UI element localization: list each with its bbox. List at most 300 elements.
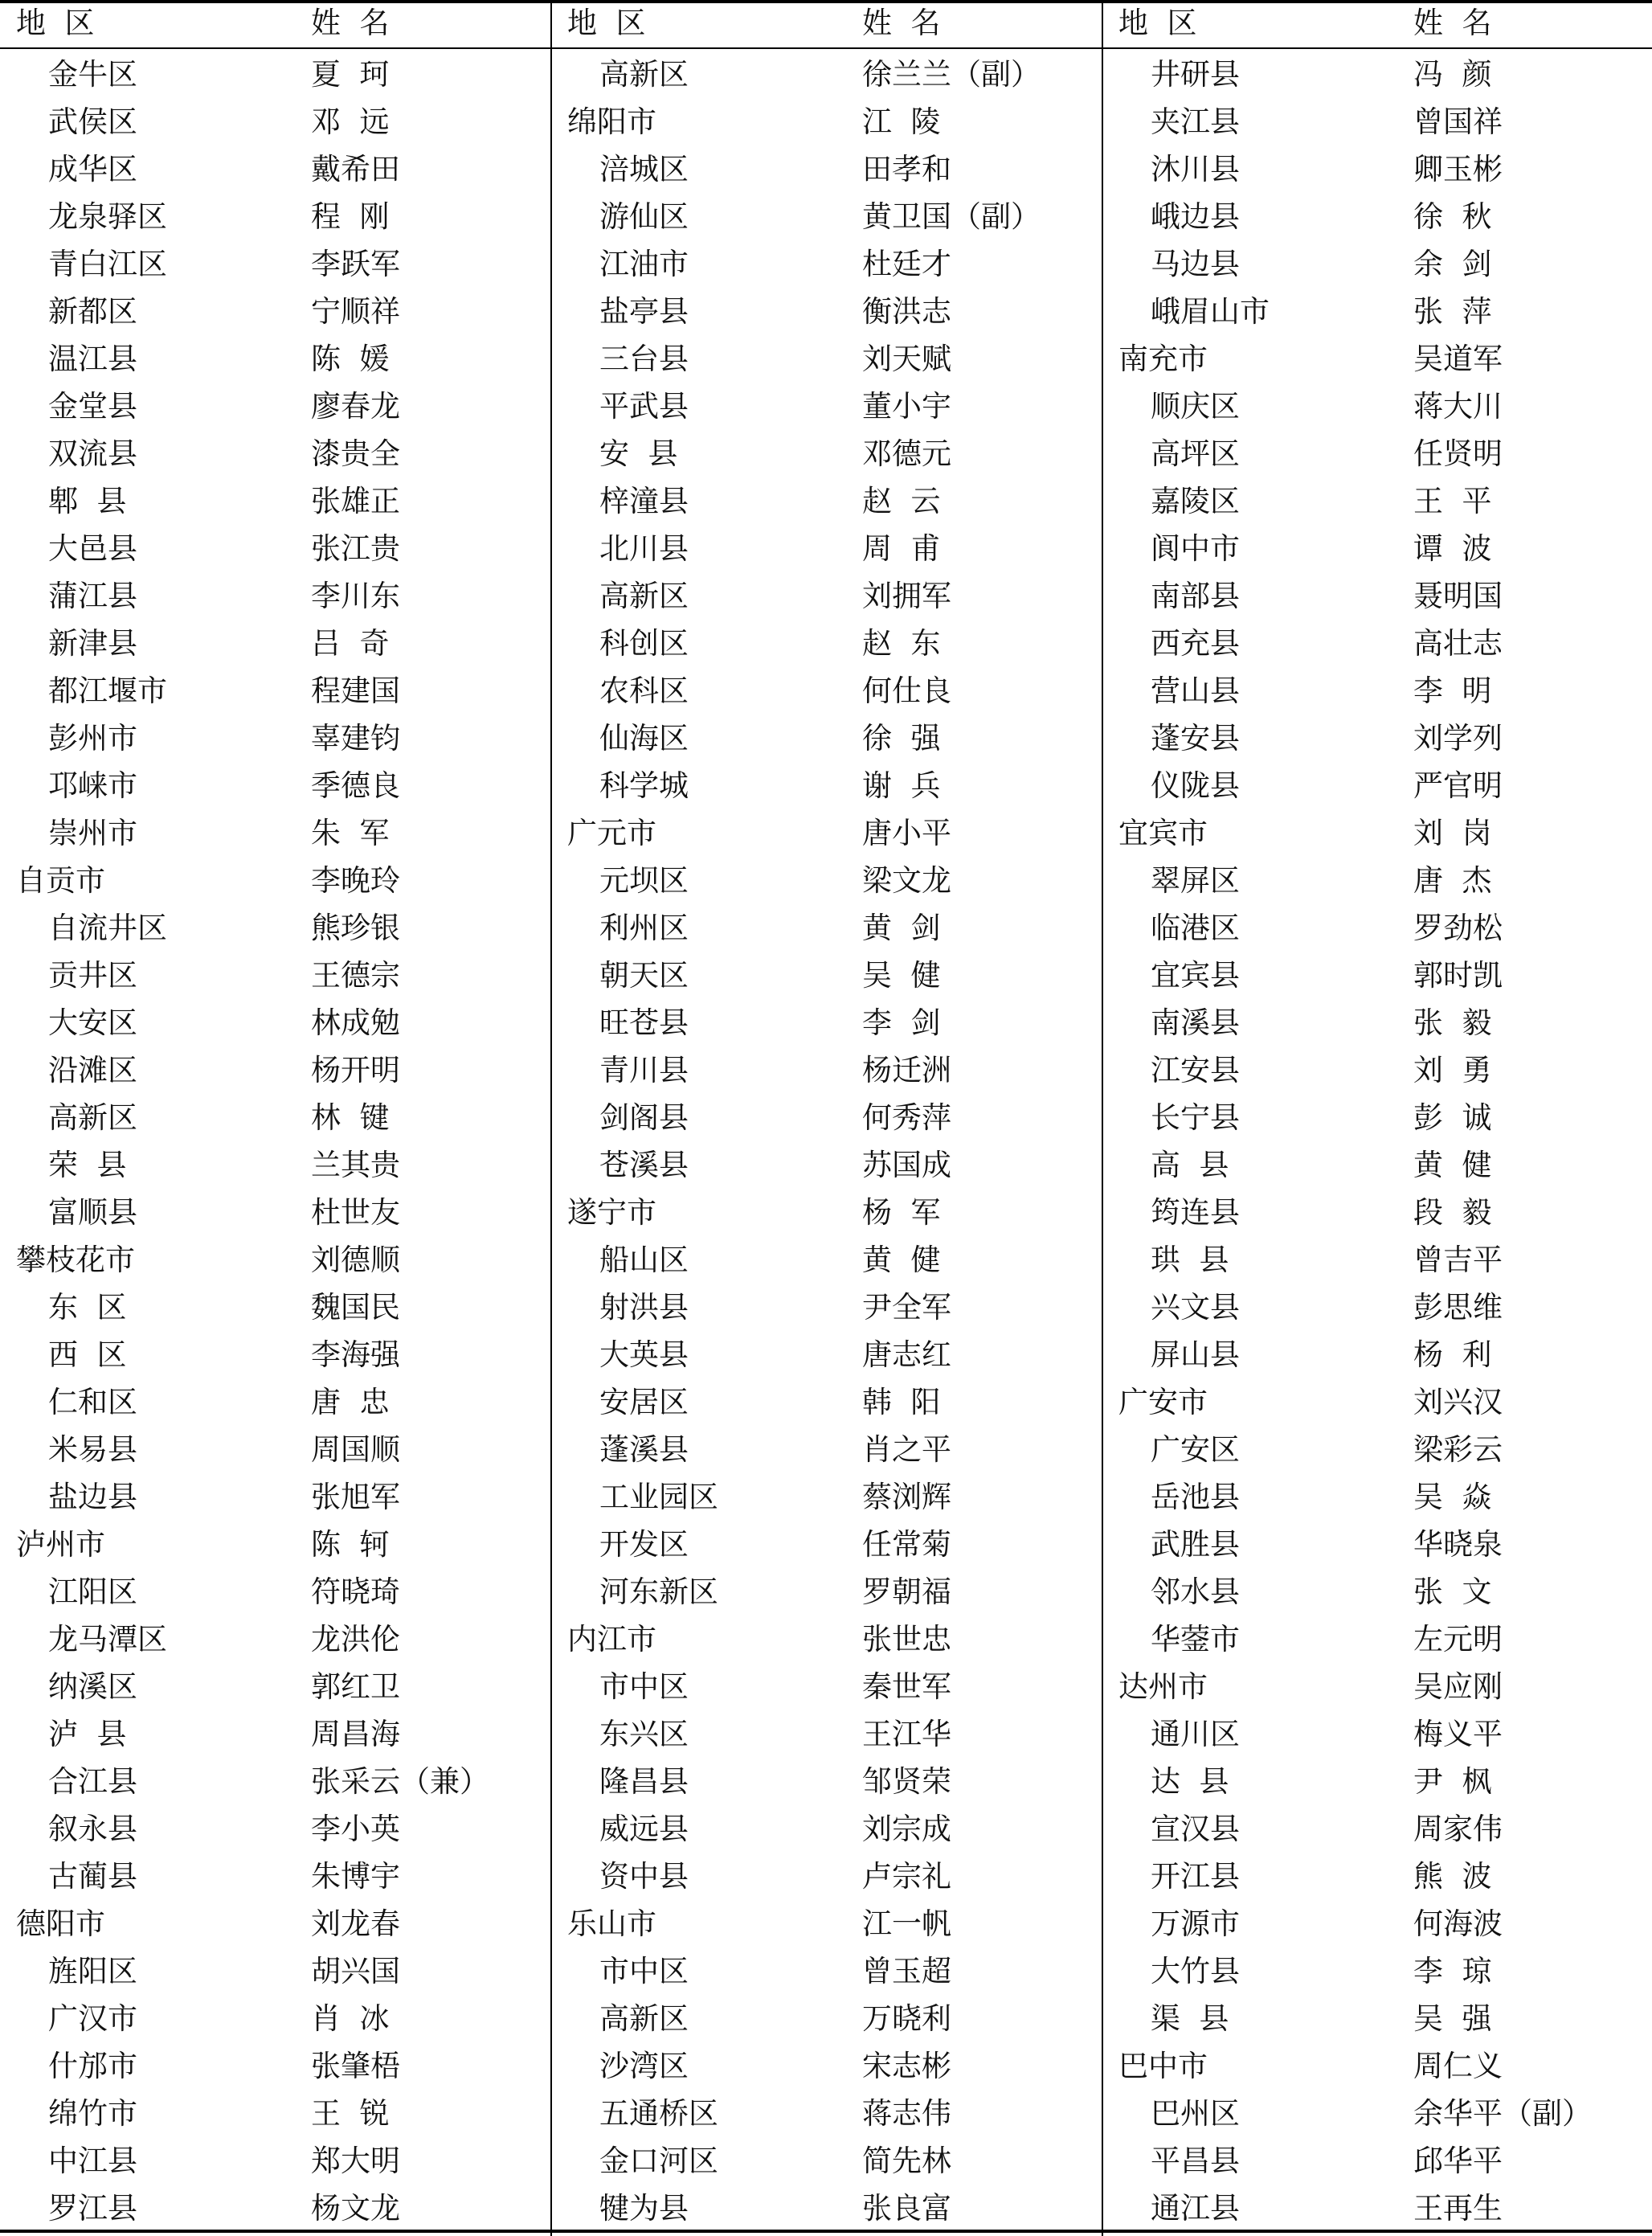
table-row bbox=[1102, 572, 1652, 620]
table-row bbox=[551, 145, 1101, 193]
region-cell: 南溪县 bbox=[1151, 1005, 1240, 1040]
name-cell: 张世忠 bbox=[862, 1622, 951, 1657]
region-cell: 西 区 bbox=[48, 1337, 127, 1372]
name-cell: 周昌海 bbox=[311, 1717, 400, 1751]
name-cell: 赵 云 bbox=[862, 484, 941, 518]
region-cell: 泸州市 bbox=[16, 1527, 105, 1562]
table-row bbox=[1102, 1521, 1652, 1568]
table-row bbox=[1102, 430, 1652, 477]
name-cell: 彭 诚 bbox=[1413, 1100, 1492, 1135]
table-row bbox=[1102, 1853, 1652, 1900]
region-cell: 龙马潭区 bbox=[48, 1622, 167, 1657]
region-cell: 金堂县 bbox=[48, 389, 137, 424]
name-cell: 程 刚 bbox=[311, 199, 390, 234]
region-cell: 船山区 bbox=[599, 1243, 689, 1277]
region-cell: 苍溪县 bbox=[599, 1148, 689, 1182]
region-cell: 蓬溪县 bbox=[599, 1432, 689, 1467]
name-cell: 徐 强 bbox=[862, 721, 941, 756]
table-row bbox=[1102, 667, 1652, 715]
table-column-2 bbox=[551, 0, 1101, 2236]
region-cell: 大邑县 bbox=[48, 531, 137, 566]
region-cell: 大安区 bbox=[48, 1005, 137, 1040]
table-row bbox=[1102, 1284, 1652, 1331]
name-cell: 彭思维 bbox=[1413, 1290, 1503, 1325]
table-row bbox=[0, 809, 550, 857]
table-row bbox=[551, 1710, 1101, 1758]
table-row bbox=[551, 1426, 1101, 1473]
table-row bbox=[0, 1758, 550, 1805]
table-row bbox=[551, 1473, 1101, 1521]
table-row bbox=[1102, 1568, 1652, 1616]
table-row bbox=[0, 477, 550, 525]
region-cell: 开江县 bbox=[1151, 1859, 1240, 1894]
name-cell: 周仁义 bbox=[1413, 2049, 1503, 2083]
name-cell: 杜世友 bbox=[311, 1195, 400, 1230]
name-cell: 杨迁洲 bbox=[862, 1053, 951, 1087]
region-cell: 新津县 bbox=[48, 626, 137, 661]
table-rows bbox=[551, 51, 1101, 2232]
name-cell: 杜廷才 bbox=[862, 247, 951, 281]
table-row bbox=[1102, 857, 1652, 904]
region-cell: 渠 县 bbox=[1151, 2001, 1229, 2036]
table-row bbox=[0, 999, 550, 1046]
name-cell: 梁文龙 bbox=[862, 863, 951, 898]
table-row bbox=[0, 1900, 550, 1947]
region-cell: 河东新区 bbox=[599, 1575, 718, 1609]
table-row bbox=[1102, 525, 1652, 572]
table-row bbox=[551, 1900, 1101, 1947]
region-cell: 通川区 bbox=[1151, 1717, 1240, 1751]
table-row bbox=[1102, 2090, 1652, 2137]
region-cell: 安居区 bbox=[599, 1385, 689, 1419]
header-name: 姓 名 bbox=[862, 6, 941, 40]
table-row bbox=[551, 2042, 1101, 2090]
region-cell: 自流井区 bbox=[48, 911, 167, 945]
region-cell: 广元市 bbox=[567, 816, 656, 850]
name-cell: 周 甫 bbox=[862, 531, 941, 566]
table-row bbox=[0, 715, 550, 762]
name-cell: 罗劲松 bbox=[1413, 911, 1503, 945]
name-cell: 梁彩云 bbox=[1413, 1432, 1503, 1467]
name-cell: 刘天赋 bbox=[862, 342, 951, 376]
name-cell: 廖春龙 bbox=[311, 389, 400, 424]
table-row bbox=[0, 1473, 550, 1521]
table-row bbox=[551, 1189, 1101, 1236]
region-cell: 科学城 bbox=[599, 768, 689, 803]
name-cell: 邹贤荣 bbox=[862, 1764, 951, 1799]
region-cell: 科创区 bbox=[599, 626, 689, 661]
region-cell: 宜宾市 bbox=[1118, 816, 1208, 850]
name-cell: 秦世军 bbox=[862, 1669, 951, 1704]
region-cell: 攀枝花市 bbox=[16, 1243, 135, 1277]
region-cell: 高坪区 bbox=[1151, 436, 1240, 471]
region-cell: 夹江县 bbox=[1151, 104, 1240, 139]
table-row bbox=[1102, 904, 1652, 952]
table-row bbox=[0, 1426, 550, 1473]
name-cell: 胡兴国 bbox=[311, 1954, 400, 1988]
name-cell: 蒋志伟 bbox=[862, 2096, 951, 2131]
table-row bbox=[0, 1189, 550, 1236]
region-cell: 南部县 bbox=[1151, 579, 1240, 613]
name-cell: 张良富 bbox=[862, 2191, 951, 2226]
region-cell: 井研县 bbox=[1151, 57, 1240, 92]
name-cell: 吕 奇 bbox=[311, 626, 390, 661]
region-cell: 旌阳区 bbox=[48, 1954, 137, 1988]
table-row bbox=[1102, 240, 1652, 288]
table-row bbox=[1102, 1947, 1652, 1995]
table-row bbox=[551, 952, 1101, 999]
name-cell: 戴希田 bbox=[311, 152, 400, 186]
name-cell: 张 毅 bbox=[1413, 1005, 1492, 1040]
name-cell: 衡洪志 bbox=[862, 294, 951, 329]
name-cell: 张采云（兼） bbox=[311, 1764, 489, 1799]
table-row bbox=[1102, 762, 1652, 809]
region-cell: 嘉陵区 bbox=[1151, 484, 1240, 518]
name-cell: 谢 兵 bbox=[862, 768, 941, 803]
table-row bbox=[0, 240, 550, 288]
name-cell: 聂明国 bbox=[1413, 579, 1503, 613]
table-row bbox=[0, 762, 550, 809]
region-cell: 兴文县 bbox=[1151, 1290, 1240, 1325]
region-cell: 资中县 bbox=[599, 1859, 689, 1894]
region-cell: 达州市 bbox=[1118, 1669, 1208, 1704]
name-cell: 邱华平 bbox=[1413, 2144, 1503, 2178]
region-cell: 崇州市 bbox=[48, 816, 137, 850]
region-cell: 金牛区 bbox=[48, 57, 137, 92]
region-cell: 旺苍县 bbox=[599, 1005, 689, 1040]
name-cell: 刘龙春 bbox=[311, 1906, 400, 1941]
region-cell: 巴州区 bbox=[1151, 2096, 1240, 2131]
region-cell: 达 县 bbox=[1151, 1764, 1229, 1799]
header-name: 姓 名 bbox=[311, 6, 390, 40]
name-cell: 吴 强 bbox=[1413, 2001, 1492, 2036]
table-row bbox=[551, 240, 1101, 288]
name-cell: 任常菊 bbox=[862, 1527, 951, 1562]
region-cell: 西充县 bbox=[1151, 626, 1240, 661]
region-cell: 巴中市 bbox=[1118, 2049, 1208, 2083]
name-cell: 李海强 bbox=[311, 1337, 400, 1372]
region-cell: 什邡市 bbox=[48, 2049, 137, 2083]
table-row bbox=[1102, 2185, 1652, 2232]
name-cell: 严官明 bbox=[1413, 768, 1503, 803]
region-cell: 沿滩区 bbox=[48, 1053, 137, 1087]
region-cell: 顺庆区 bbox=[1151, 389, 1240, 424]
region-cell: 沐川县 bbox=[1151, 152, 1240, 186]
region-cell: 贡井区 bbox=[48, 958, 137, 993]
region-cell: 朝天区 bbox=[599, 958, 689, 993]
name-cell: 宋志彬 bbox=[862, 2049, 951, 2083]
name-cell: 周家伟 bbox=[1413, 1812, 1503, 1846]
table-row bbox=[1102, 1995, 1652, 2042]
table-row bbox=[1102, 1805, 1652, 1853]
table-row bbox=[1102, 1710, 1652, 1758]
name-cell: 刘拥军 bbox=[862, 579, 951, 613]
region-cell: 成华区 bbox=[48, 152, 137, 186]
region-cell: 新都区 bbox=[48, 294, 137, 329]
table-row bbox=[1102, 477, 1652, 525]
region-cell: 剑阁县 bbox=[599, 1100, 689, 1135]
table-row bbox=[0, 2137, 550, 2185]
table-row bbox=[0, 1853, 550, 1900]
table-row bbox=[551, 999, 1101, 1046]
region-cell: 涪城区 bbox=[599, 152, 689, 186]
region-cell: 邛崃市 bbox=[48, 768, 137, 803]
table-row bbox=[0, 1663, 550, 1710]
name-cell: 李 琼 bbox=[1413, 1954, 1492, 1988]
name-cell: 田孝和 bbox=[862, 152, 951, 186]
table-row bbox=[551, 1094, 1101, 1141]
region-cell: 高 县 bbox=[1151, 1148, 1229, 1182]
name-cell: 朱 军 bbox=[311, 816, 390, 850]
region-cell: 峨眉山市 bbox=[1151, 294, 1270, 329]
region-cell: 古蔺县 bbox=[48, 1859, 137, 1894]
table-row bbox=[551, 193, 1101, 240]
region-cell: 仙海区 bbox=[599, 721, 689, 756]
table-row bbox=[1102, 383, 1652, 430]
region-cell: 蓬安县 bbox=[1151, 721, 1240, 756]
table-row bbox=[1102, 999, 1652, 1046]
table-row bbox=[0, 525, 550, 572]
table-row bbox=[0, 857, 550, 904]
name-cell: 杨文龙 bbox=[311, 2191, 400, 2226]
table-row bbox=[0, 1568, 550, 1616]
header-region: 地 区 bbox=[16, 6, 95, 40]
region-cell: 都江堰市 bbox=[48, 674, 167, 708]
table-row bbox=[551, 1805, 1101, 1853]
region-cell: 绵竹市 bbox=[48, 2096, 137, 2131]
region-cell: 高新区 bbox=[599, 2001, 689, 2036]
table-row bbox=[551, 762, 1101, 809]
name-cell: 周国顺 bbox=[311, 1432, 400, 1467]
name-cell: 唐志红 bbox=[862, 1337, 951, 1372]
name-cell: 吴 焱 bbox=[1413, 1480, 1492, 1514]
name-cell: 苏国成 bbox=[862, 1148, 951, 1182]
region-cell: 金口河区 bbox=[599, 2144, 718, 2178]
table-row bbox=[0, 1236, 550, 1284]
name-cell: 符晓琦 bbox=[311, 1575, 400, 1609]
region-cell: 高新区 bbox=[48, 1100, 137, 1135]
table-row bbox=[0, 1805, 550, 1853]
region-cell: 盐亭县 bbox=[599, 294, 689, 329]
name-cell: 谭 波 bbox=[1413, 531, 1492, 566]
table-row bbox=[551, 288, 1101, 335]
region-cell: 仪陇县 bbox=[1151, 768, 1240, 803]
name-cell: 曾吉平 bbox=[1413, 1243, 1503, 1277]
name-cell: 江 陵 bbox=[862, 104, 941, 139]
region-cell: 武胜县 bbox=[1151, 1527, 1240, 1562]
region-cell: 北川县 bbox=[599, 531, 689, 566]
table-row bbox=[551, 667, 1101, 715]
name-cell: 段 毅 bbox=[1413, 1195, 1492, 1230]
region-cell: 安 县 bbox=[599, 436, 678, 471]
table-row bbox=[551, 1568, 1101, 1616]
region-cell: 龙泉驿区 bbox=[48, 199, 167, 234]
name-cell: 梅义平 bbox=[1413, 1717, 1503, 1751]
name-cell: 李晚玲 bbox=[311, 863, 400, 898]
name-cell: 罗朝福 bbox=[862, 1575, 951, 1609]
name-cell: 王 锐 bbox=[311, 2096, 390, 2131]
table-row bbox=[1102, 1331, 1652, 1378]
region-cell: 合江县 bbox=[48, 1764, 137, 1799]
table-row bbox=[1102, 1378, 1652, 1426]
region-cell: 大英县 bbox=[599, 1337, 689, 1372]
name-cell: 董小宇 bbox=[862, 389, 951, 424]
region-cell: 纳溪区 bbox=[48, 1669, 137, 1704]
table-row bbox=[0, 2042, 550, 2090]
name-cell: 宁顺祥 bbox=[311, 294, 400, 329]
table-row bbox=[0, 1947, 550, 1995]
name-cell: 张 文 bbox=[1413, 1575, 1492, 1609]
region-cell: 射洪县 bbox=[599, 1290, 689, 1325]
table-row bbox=[551, 1616, 1101, 1663]
table-row bbox=[0, 667, 550, 715]
region-cell: 青白江区 bbox=[48, 247, 167, 281]
table-row bbox=[0, 145, 550, 193]
table-row bbox=[551, 2090, 1101, 2137]
region-cell: 郫 县 bbox=[48, 484, 127, 518]
region-cell: 沙湾区 bbox=[599, 2049, 689, 2083]
table-row bbox=[1102, 2042, 1652, 2090]
table-row bbox=[1102, 1426, 1652, 1473]
region-cell: 农科区 bbox=[599, 674, 689, 708]
name-cell: 赵 东 bbox=[862, 626, 941, 661]
table-row bbox=[1102, 1663, 1652, 1710]
region-cell: 五通桥区 bbox=[599, 2096, 718, 2131]
region-cell: 泸 县 bbox=[48, 1717, 127, 1751]
region-cell: 蒲江县 bbox=[48, 579, 137, 613]
region-cell: 开发区 bbox=[599, 1527, 689, 1562]
table-row bbox=[0, 2090, 550, 2137]
table-row bbox=[551, 477, 1101, 525]
table-row bbox=[551, 430, 1101, 477]
name-cell: 杨 军 bbox=[862, 1195, 941, 1230]
region-cell: 临港区 bbox=[1151, 911, 1240, 945]
name-cell: 肖之平 bbox=[862, 1432, 951, 1467]
table-row bbox=[0, 383, 550, 430]
region-cell: 筠连县 bbox=[1151, 1195, 1240, 1230]
table-row bbox=[0, 904, 550, 952]
region-cell: 游仙区 bbox=[599, 199, 689, 234]
table-row bbox=[0, 1521, 550, 1568]
table-row bbox=[551, 715, 1101, 762]
table-row bbox=[0, 51, 550, 98]
table-row bbox=[0, 1616, 550, 1663]
table-row bbox=[551, 904, 1101, 952]
table-row bbox=[551, 572, 1101, 620]
table-row bbox=[551, 1663, 1101, 1710]
name-cell: 简先林 bbox=[862, 2144, 951, 2178]
table-row bbox=[1102, 809, 1652, 857]
table-row bbox=[1102, 1473, 1652, 1521]
name-cell: 陈 媛 bbox=[311, 342, 390, 376]
table-row bbox=[1102, 1236, 1652, 1284]
table-row bbox=[0, 1995, 550, 2042]
table-row bbox=[551, 857, 1101, 904]
region-cell: 叙永县 bbox=[48, 1812, 137, 1846]
table-row bbox=[0, 1710, 550, 1758]
table-row bbox=[551, 525, 1101, 572]
table-row bbox=[551, 335, 1101, 383]
name-cell: 张 萍 bbox=[1413, 294, 1492, 329]
name-cell: 吴 健 bbox=[862, 958, 941, 993]
name-cell: 尹全军 bbox=[862, 1290, 951, 1325]
region-cell: 广安市 bbox=[1118, 1385, 1208, 1419]
table-column-1 bbox=[0, 0, 550, 2236]
table-row bbox=[551, 1046, 1101, 1094]
name-cell: 刘 勇 bbox=[1413, 1053, 1492, 1087]
region-cell: 平武县 bbox=[599, 389, 689, 424]
region-cell: 市中区 bbox=[599, 1669, 689, 1704]
table-row bbox=[551, 1141, 1101, 1189]
region-cell: 屏山县 bbox=[1151, 1337, 1240, 1372]
region-cell: 广安区 bbox=[1151, 1432, 1240, 1467]
table-row bbox=[1102, 952, 1652, 999]
table-row bbox=[0, 620, 550, 667]
region-cell: 邻水县 bbox=[1151, 1575, 1240, 1609]
region-cell: 罗江县 bbox=[48, 2191, 137, 2226]
name-cell: 余华平（副） bbox=[1413, 2096, 1592, 2131]
name-cell: 程建国 bbox=[311, 674, 400, 708]
table-row bbox=[1102, 288, 1652, 335]
region-cell: 工业园区 bbox=[599, 1480, 718, 1514]
region-cell: 仁和区 bbox=[48, 1385, 137, 1419]
table-row bbox=[551, 2137, 1101, 2185]
table-row bbox=[1102, 1758, 1652, 1805]
name-cell: 黄 健 bbox=[1413, 1148, 1492, 1182]
table-row bbox=[1102, 620, 1652, 667]
region-cell: 中江县 bbox=[48, 2144, 137, 2178]
name-cell: 左元明 bbox=[1413, 1622, 1503, 1657]
name-cell: 徐兰兰（副） bbox=[862, 57, 1041, 92]
region-cell: 武侯区 bbox=[48, 104, 137, 139]
region-cell: 盐边县 bbox=[48, 1480, 137, 1514]
name-cell: 卿玉彬 bbox=[1413, 152, 1503, 186]
name-cell: 邓 远 bbox=[311, 104, 390, 139]
name-cell: 冯 颜 bbox=[1413, 57, 1492, 92]
region-cell: 高新区 bbox=[599, 57, 689, 92]
name-cell: 杨开明 bbox=[311, 1053, 400, 1087]
name-cell: 何秀萍 bbox=[862, 1100, 951, 1135]
name-cell: 王德宗 bbox=[311, 958, 400, 993]
region-cell: 江阳区 bbox=[48, 1575, 137, 1609]
region-cell: 宜宾县 bbox=[1151, 958, 1240, 993]
region-cell: 犍为县 bbox=[599, 2191, 689, 2226]
name-cell: 尹 枫 bbox=[1413, 1764, 1492, 1799]
name-cell: 刘宗成 bbox=[862, 1812, 951, 1846]
region-cell: 威远县 bbox=[599, 1812, 689, 1846]
name-cell: 辜建钧 bbox=[311, 721, 400, 756]
name-cell: 熊珍银 bbox=[311, 911, 400, 945]
table-row bbox=[551, 1236, 1101, 1284]
name-cell: 曾玉超 bbox=[862, 1954, 951, 1988]
name-cell: 江一帆 bbox=[862, 1906, 951, 1941]
name-cell: 漆贵全 bbox=[311, 436, 400, 471]
table-row bbox=[551, 2185, 1101, 2232]
region-cell: 万源市 bbox=[1151, 1906, 1240, 1941]
table-row bbox=[1102, 1616, 1652, 1663]
name-cell: 张雄正 bbox=[311, 484, 400, 518]
name-cell: 李川东 bbox=[311, 579, 400, 613]
region-cell: 荣 县 bbox=[48, 1148, 127, 1182]
table-row bbox=[551, 1521, 1101, 1568]
name-cell: 刘学列 bbox=[1413, 721, 1503, 756]
table-row bbox=[551, 620, 1101, 667]
region-cell: 彭州市 bbox=[48, 721, 137, 756]
table-row bbox=[1102, 1094, 1652, 1141]
region-cell: 富顺县 bbox=[48, 1195, 137, 1230]
table-row bbox=[1102, 1046, 1652, 1094]
name-cell: 华晓泉 bbox=[1413, 1527, 1503, 1562]
